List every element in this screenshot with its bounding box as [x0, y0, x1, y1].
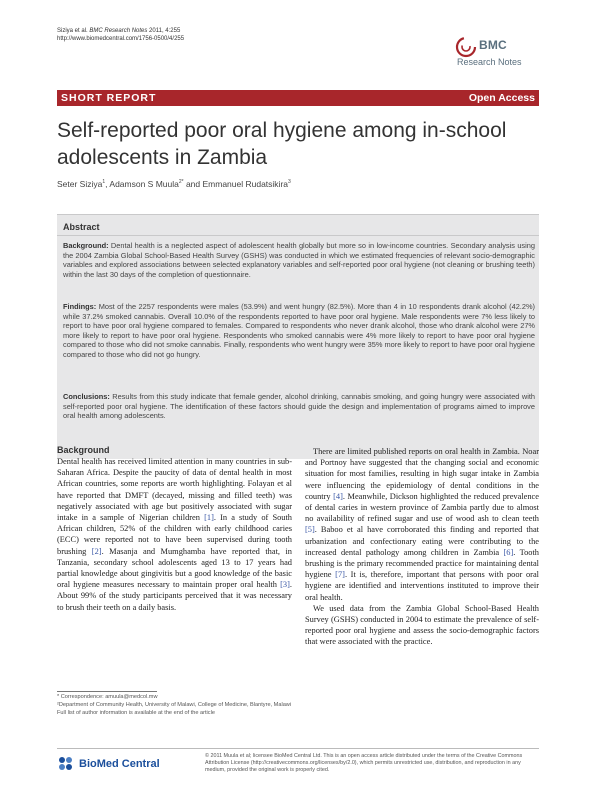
footnotes — [57, 694, 292, 717]
body-text: . Baboo et al have corroborated this finding and reported that urbanization and confectionary eating were contributing to the increased dental pathology among children in Zambia — [305, 525, 539, 557]
abstract-conclusions-label: Conclusions: — [63, 392, 110, 401]
body-text: . Meanwhile, Dickson highlighted the reduced prevalence of dental caries in western province of Zambia partly due to almost no availability of refined sugar and use of wood ash to clean teeth — [305, 491, 539, 524]
citation-volume: 2011, 4:255 — [147, 28, 181, 34]
abstract-background — [63, 241, 535, 279]
reference-link[interactable]: [6] — [503, 547, 514, 557]
abstract-heading: Abstract — [63, 222, 100, 232]
reference-link[interactable]: [3] — [280, 580, 290, 590]
body-text: There are limited published reports on oral health in Zambia. Noar and Portnoy have suggested that the changing social and economic situation for most families, resulting in high sugar intake in Zambia were influencing the epidemiology of dental conditions in the country — [305, 447, 539, 501]
logo-journal-text: Research Notes — [457, 57, 522, 67]
biomed-central-icon — [57, 756, 79, 772]
correspondence-note: * Correspondence: amuula@medcol.mw — [57, 694, 158, 700]
abstract-findings-text: Most of the 2257 respondents were males (53.9%) and went hungry (82.5%). More than 4 in 10 respondents drank alcohol (42.2%) while 37.2% smoked cannabis. Overall 10.0% of the respondents reported to have poor oral hygiene. Male respondents were 7% less likely to report to have poor oral hygiene compared to females. Compared to respondents who never drank alcohol, those who drank alcohol were 27% more likely to report to have poor oral hygiene. Respondents who smoked cannabis were 4% more likely to report to have poor oral hygiene compared to those who did not smoke cannabis. Finally, respondents who went hungry were 35% more likely to report to have poor oral hygiene compared to those who did not go hungry. — [63, 302, 535, 359]
body-text: Dental health has received limited attention in many countries in sub-Saharan Africa. Despite the paucity of data of dental health in most African countries, some reports are worth highlighting. Folayan et al have reported that DMFT (decayed, missing and filled teeth) was negatively associated with age but positively associated with sugar intake in a sample of Nigerian children — [57, 457, 292, 523]
reference-link[interactable]: [2] — [91, 546, 102, 556]
author-list — [57, 179, 291, 189]
article-url[interactable]: http://www.biomedcentral.com/1756-0500/4/255 — [57, 36, 185, 42]
body-text: . In a study of South African children, 52% of the children with early childhood caries (ECC) were reported not to have been supervised during tooth brushing — [57, 513, 292, 556]
logo-bmc-text: BMC — [479, 38, 507, 52]
body-text: . About 99% of the study participants perceived that it was necessary to brush their teeth on a daily basis. — [57, 580, 292, 612]
abstract-divider — [57, 235, 539, 236]
journal-logo — [455, 36, 545, 76]
article-title: Self-reported poor oral hygiene among in-school adolescents in Zambia — [57, 119, 507, 169]
license-text: © 2011 Muula et al; licensee BioMed Central Ltd. This is an open access article distributed under the terms of the Creative Commons Attribution License (http://creativecommons.org/licenses/by/2.0), which permits unrestricted use, distribution, and reproduction in any medium, provided the original work is properly cited. — [205, 753, 523, 774]
gshs-paragraph: We used data from the Zambia Global School-Based Health Survey (GSHS) conducted in 2004 to estimate the prevalence of self-reported poor oral hygiene and assess the socio-demographic factors that were associated with the practice. — [305, 603, 539, 647]
right-column — [305, 446, 539, 648]
reference-link[interactable]: [5] — [305, 525, 315, 535]
abstract-findings-label: Findings: — [63, 302, 97, 311]
author-separator: , — [105, 179, 110, 189]
article-type-banner — [57, 90, 539, 106]
citation-journal: BMC Research Notes — [89, 28, 148, 34]
background-paragraph — [57, 456, 292, 613]
body-text: . Masanja and Mumghamba have reported that, in Tanzania, secondary school adolescents aged 13 to 17 years had partial knowledge about gingivitis but a good knowledge of the basic oral hygiene measures necessary to maintain proper oral health — [57, 546, 292, 590]
article-type-label: SHORT REPORT — [61, 92, 157, 104]
author-affiliation: 2* — [178, 179, 184, 186]
body-text: . It is, therefore, important that persons with poor oral hygiene are identified and interventions instituted to improve their oral health. — [305, 570, 539, 602]
bmc-swirl-icon — [455, 36, 477, 58]
body-text: . Tooth brushing is the primary recommended practice for maintaining dental hygiene — [305, 547, 539, 580]
zambia-paragraph — [305, 446, 539, 603]
open-access-label: Open Access — [468, 92, 535, 104]
author-name[interactable]: Adamson S Muula — [109, 179, 179, 189]
author-name[interactable]: Emmanuel Rudatsikira — [202, 179, 289, 189]
abstract-conclusions-text: Results from this study indicate that female gender, alcohol drinking, cannabis smoking, and going hungry were associated with self-reported poor oral hygiene. The identification of these factors should guide the design and implementation of programs aimed to improve oral health among adolescents. — [63, 392, 535, 421]
footer-divider — [57, 748, 539, 749]
author-affiliation: 1 — [102, 179, 106, 186]
background-heading: Background — [57, 445, 110, 455]
affiliation-note: ²Department of Community Health, University of Malawi, College of Medicine, Blantyre, Malawi — [57, 701, 292, 708]
author-affiliation: 3 — [288, 179, 291, 186]
author-separator: and — [183, 179, 203, 189]
publisher-name: BioMed Central — [79, 758, 160, 770]
reference-link[interactable]: [7] — [335, 570, 345, 580]
publisher-logo — [57, 754, 187, 776]
reference-link[interactable]: [1] — [204, 513, 214, 523]
left-column — [57, 456, 292, 613]
abstract-box — [57, 214, 539, 459]
citation-authors: Siziya et al. — [57, 28, 88, 34]
reference-link[interactable]: [4] — [333, 491, 343, 501]
abstract-findings — [63, 302, 535, 360]
abstract-background-label: Background: — [63, 241, 109, 250]
abstract-conclusions — [63, 392, 535, 421]
author-info-note: Full list of author information is available at the end of the article — [57, 709, 215, 716]
footnote-divider — [57, 691, 157, 692]
abstract-background-text: Dental health is a neglected aspect of adolescent health globally but more so in low-income countries. Secondary analysis using the 2004 Zambia Global School-Based Health Survey (GSHS) was conducted in which we estimated frequencies of relevant socio-demographic variables and explored associations between selected explanatory variables and self-reported poor oral hygiene (not cleaning or brushing teeth) within the last 30 days of the completion of questionnaire. — [63, 241, 535, 279]
author-name[interactable]: Seter Siziya — [57, 179, 103, 189]
citation-header — [57, 27, 357, 43]
